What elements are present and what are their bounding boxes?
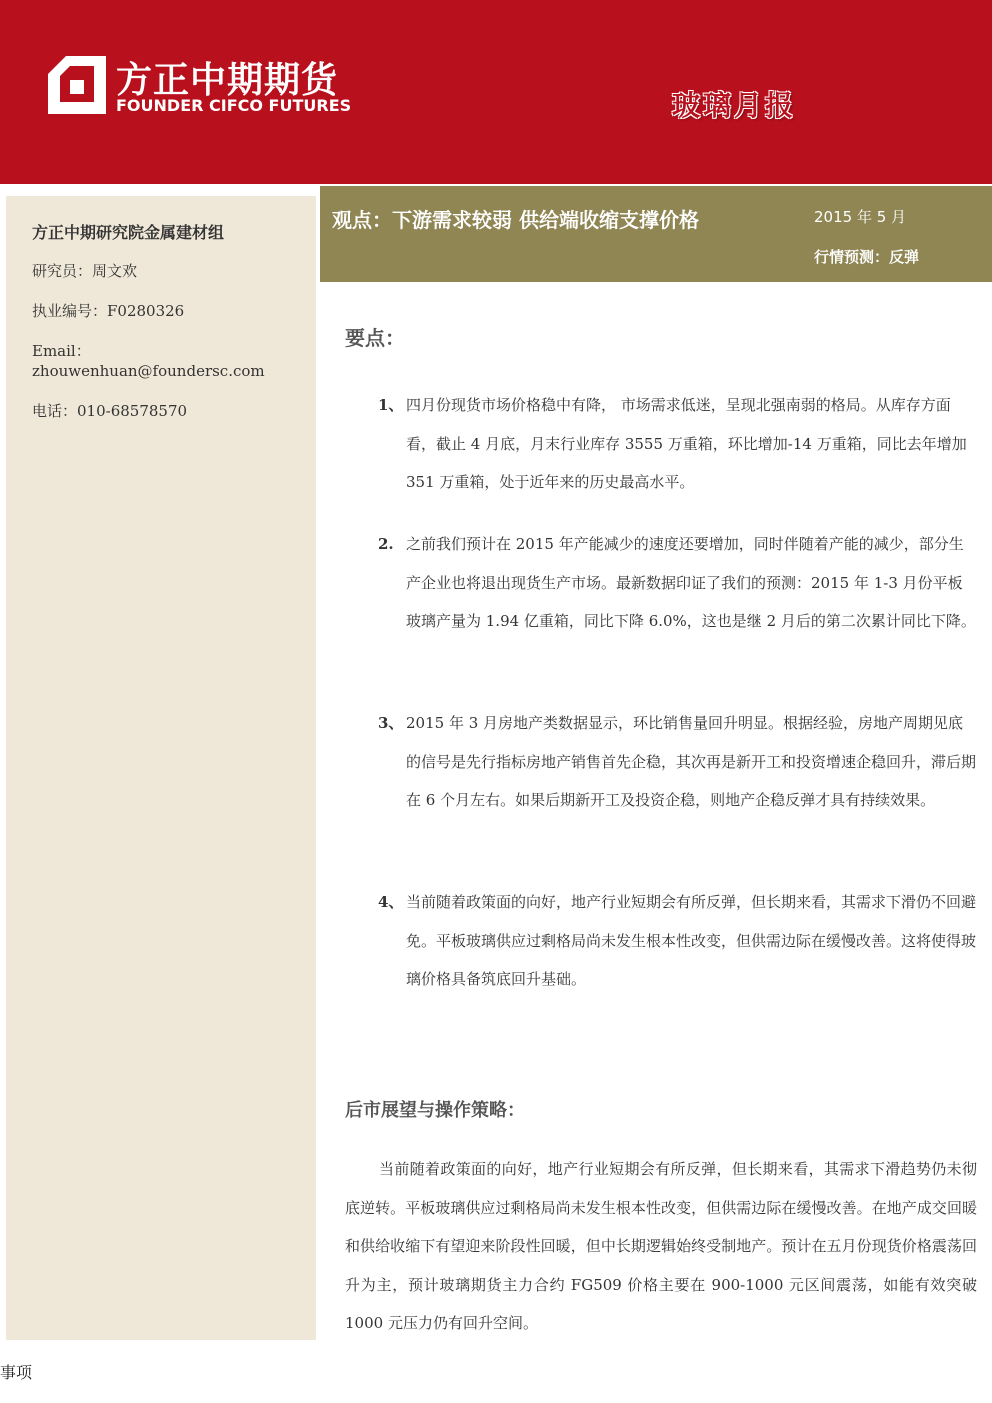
key-point-number: 2.: [378, 535, 394, 553]
key-point-text: 之前我们预计在 2015 年产能减少的速度还要增加，同时伴随着产能的减少，部分生产企业也将退出现货生产市场。最新数据印证了我们的预测：2015 年 1-3 月份平板玻璃产量为 1.94 亿重箱，同比下降 6.0%，这也是继 2 月后的第二次累计同比下降。: [406, 535, 976, 630]
report-date: 2015 年 5 月: [814, 208, 907, 226]
key-point-text: 2015 年 3 月房地产类数据显示，环比销售量回升明显。根据经验，房地产周期见底的信号是先行指标房地产销售首先企稳，其次再是新开工和投资增速企稳回升，滞后期在 6 个月左右。如果后期新开工及投资企稳，则地产企稳反弹才具有持续效果。: [406, 714, 977, 809]
key-point-1: [378, 386, 976, 502]
logo-english-name: FOUNDER CIFCO FUTURES: [116, 96, 352, 115]
key-point-number: 3、: [378, 714, 404, 732]
license-number: 执业编号：F0280326: [32, 302, 185, 320]
key-point-number: 4、: [378, 893, 404, 911]
outlook-heading: 后市展望与操作策略：: [345, 1100, 525, 1121]
research-group: 方正中期研究院金属建材组: [32, 223, 225, 242]
phone-number: 电话：010-68578570: [32, 402, 188, 420]
key-point-text: 四月份现货市场价格稳中有降， 市场需求低迷，呈现北强南弱的格局。从库存方面看，截止 4 月底，月末行业库存 3555 万重箱，环比增加-14 万重箱，同比去年增加 351 万重箱，处于近年来的历史最高水平。: [406, 396, 967, 491]
view-title: 观点：下游需求较弱 供给端收缩支撑价格: [332, 208, 699, 232]
researcher-name: 研究员：周文欢: [32, 262, 138, 280]
email-address[interactable]: zhouwenhuan@foundersc.com: [32, 362, 265, 380]
footer-note: 事项: [0, 1363, 33, 1382]
key-point-number: 1、: [378, 396, 404, 414]
email-label: Email：: [32, 342, 91, 360]
author-sidebar: [6, 196, 316, 1340]
logo-chinese-name: 方正中期期货: [116, 60, 339, 101]
key-point-4: [378, 883, 976, 999]
key-point-2: [378, 525, 976, 679]
market-forecast: 行情预测：反弹: [814, 248, 920, 266]
key-point-text: 当前随着政策面的向好，地产行业短期会有所反弹，但长期来看，其需求下滑仍不回避免。平板玻璃供应过剩格局尚未发生根本性改变，但供需边际在缓慢改善。这将使得玻璃价格具备筑底回升基础。: [406, 893, 977, 988]
report-title: 玻璃月报: [672, 89, 797, 122]
report-header: [0, 0, 992, 184]
founder-logo-icon: [46, 54, 108, 116]
outlook-paragraph: 当前随着政策面的向好，地产行业短期会有所反弹，但长期来看，其需求下滑趋势仍未彻底逆转。平板玻璃供应过剩格局尚未发生根本性改变，但供需边际在缓慢改善。在地产成交回暖和供给收缩下有望迎来阶段性回暖，但中长期逻辑始终受制地产。预计在五月份现货价格震荡回升为主，预计玻璃期货主力合约 FG509 价格主要在 900-1000 元区间震荡，如能有效突破 1000 元压力仍有回升空间。: [345, 1160, 977, 1332]
view-banner: [320, 186, 992, 282]
key-point-3: [378, 704, 976, 858]
key-points-heading: 要点：: [345, 326, 405, 350]
